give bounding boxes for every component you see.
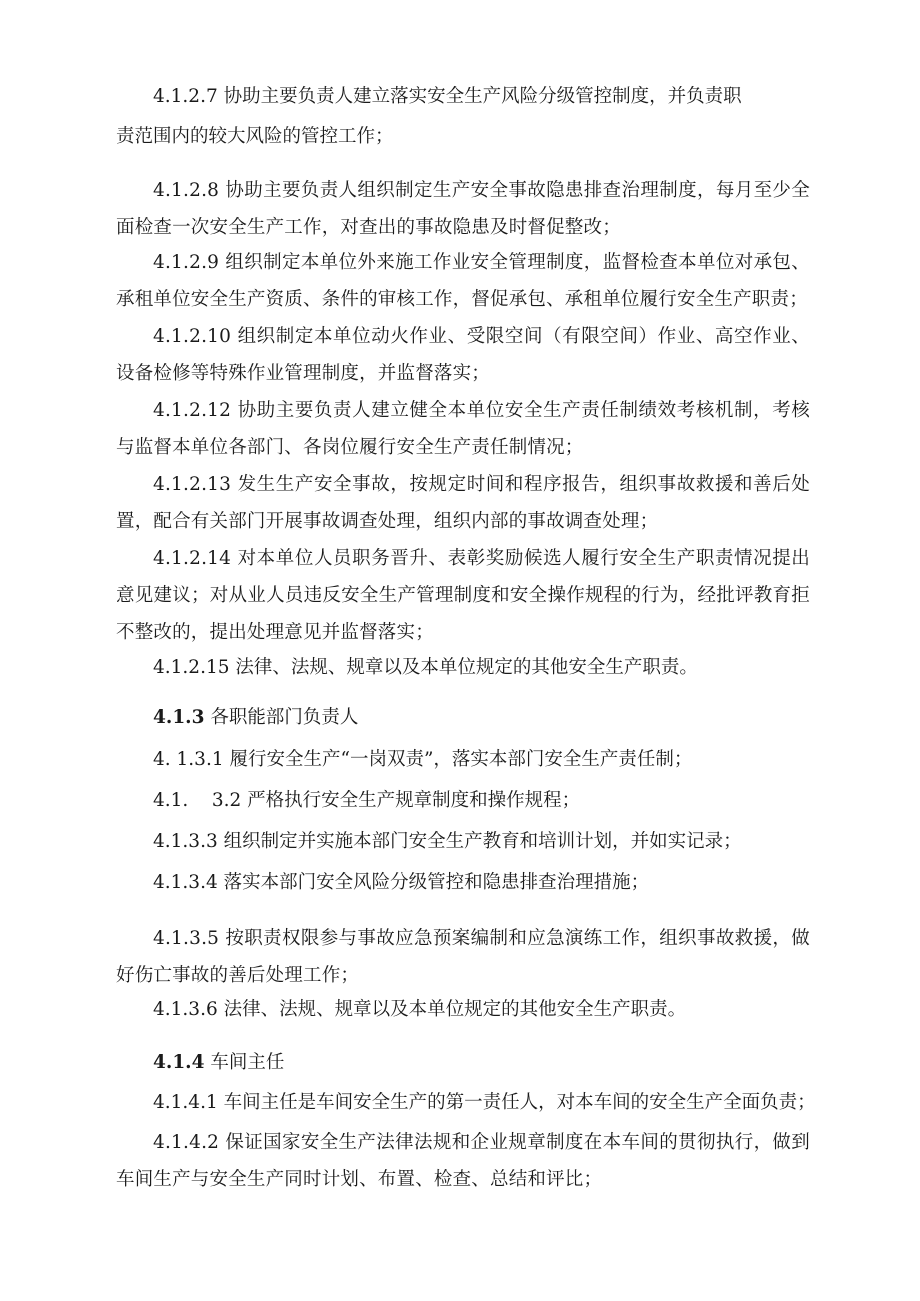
clause-4-1-3-5: 4.1.3.5 按职责权限参与事故应急预案编制和应急演练工作，组织事故救援，做好伤亡事故的善后处理工作； xyxy=(116,928,810,986)
clause-4-1-3-3: 4.1.3.3 组织制定并实施本部门安全生产教育和培训计划，并如实记录； xyxy=(153,831,742,852)
clause-4-1-2-12: 4.1.2.12 协助主要负责人建立健全本单位安全生产责任制绩效考核机制，考核与监督本单位各部门、各岗位履行安全生产责任制情况； xyxy=(116,400,810,458)
clause-4-1-3-1: 4. 1.3.1 履行安全生产“一岗双责”，落实本部门安全生产责任制； xyxy=(153,749,693,770)
clause-4-1-3-2: 4.1. 3.2 严格执行安全生产规章制度和操作规程； xyxy=(153,790,581,811)
clause-4-1-4-2: 4.1.4.2 保证国家安全生产法律法规和企业规章制度在本车间的贯彻执行，做到车间生产与安全生产同时计划、布置、检查、总结和评比； xyxy=(116,1132,810,1190)
clause-4-1-2-7-line-2: 责范围内的较大风险的管控工作； xyxy=(116,126,394,147)
clause-4-1-2-10: 4.1.2.10 组织制定本单位动火作业、受限空间（有限空间）作业、高空作业、设备检修等特殊作业管理制度，并监督落实； xyxy=(116,326,810,384)
clause-4-1-3-6: 4.1.3.6 法律、法规、规章以及本单位规定的其他安全生产职责。 xyxy=(153,999,687,1020)
clause-4-1-2-14: 4.1.2.14 对本单位人员职务晋升、表彰奖励候选人履行安全生产职责情况提出意见建议；对从业人员违反安全生产管理制度和安全操作规程的行为，经批评教育拒不整改的，提出处理意见并监督落实； xyxy=(116,548,810,643)
section-heading-4-1-4 xyxy=(153,1048,284,1078)
clause-4-1-2-13: 4.1.2.13 发生生产安全事故，按规定时间和程序报告，组织事故救援和善后处置，配合有关部门开展事故调查处理，组织内部的事故调查处理； xyxy=(116,474,810,532)
clause-4-1-2-8: 4.1.2.8 协助主要负责人组织制定生产安全事故隐患排查治理制度，每月至少全面检查一次安全生产工作，对查出的事故隐患及时督促整改； xyxy=(116,180,810,238)
clause-4-1-2-7-line-1: 4.1.2.7 协助主要负责人建立落实安全生产风险分级管控制度，并负责职 xyxy=(153,86,742,107)
clause-4-1-3-4: 4.1.3.4 落实本部门安全风险分级管控和隐患排查治理措施； xyxy=(153,872,650,893)
section-number-4-1-3: 4.1.3 xyxy=(153,707,205,728)
section-title-4-1-3: 各职能部门负责人 xyxy=(204,707,359,728)
clause-4-1-2-9: 4.1.2.9 组织制定本单位外来施工作业安全管理制度，监督检查本单位对承包、承租单位安全生产资质、条件的审核工作，督促承包、承租单位履行安全生产职责； xyxy=(116,252,810,310)
section-number-4-1-4: 4.1.4 xyxy=(153,1052,205,1073)
clause-4-1-2-15: 4.1.2.15 法律、法规、规章以及本单位规定的其他安全生产职责。 xyxy=(153,657,698,678)
clause-4-1-4-1: 4.1.4.1 车间主任是车间安全生产的第一责任人，对本车间的安全生产全面负责； xyxy=(153,1092,816,1113)
section-title-4-1-4: 车间主任 xyxy=(204,1052,285,1073)
section-heading-4-1-3 xyxy=(153,703,358,733)
